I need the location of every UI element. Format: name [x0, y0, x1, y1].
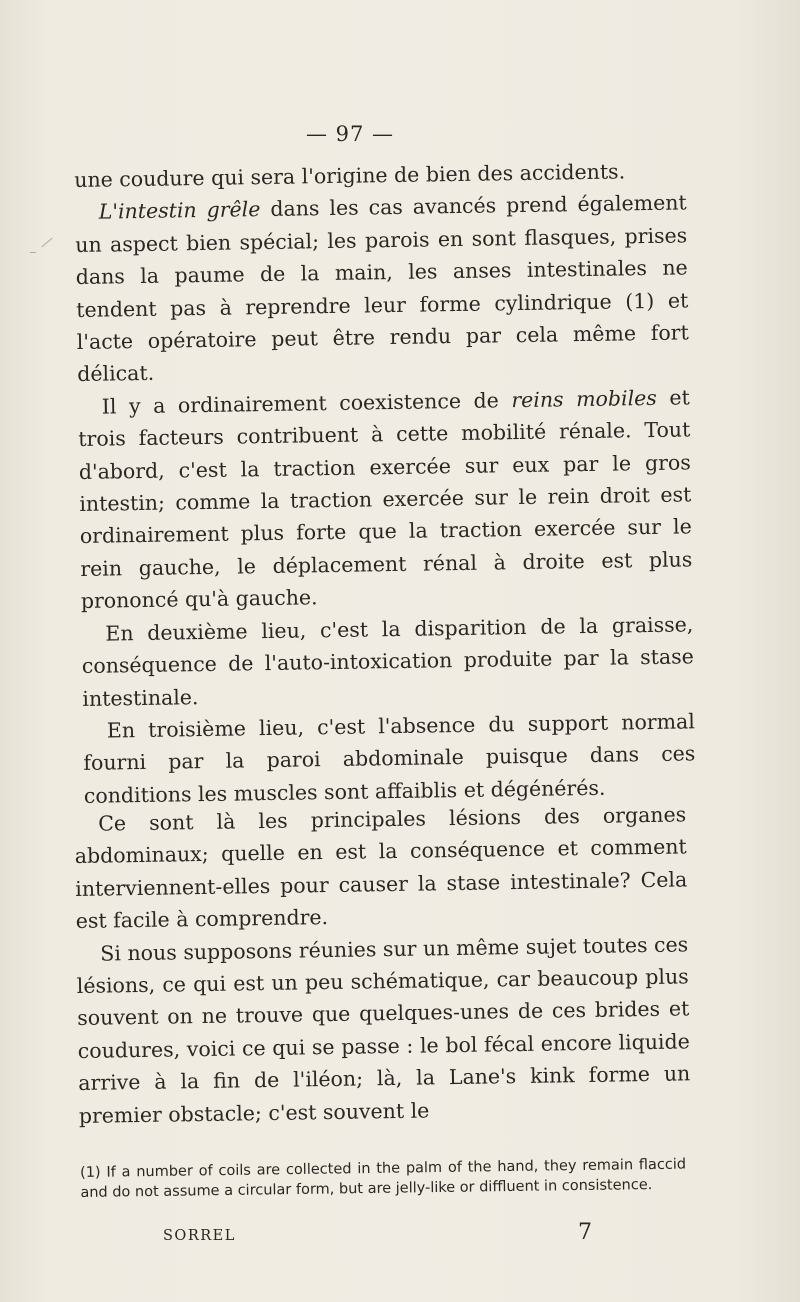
paragraph — [81, 608, 694, 715]
italic-term: reins mobiles — [511, 385, 657, 413]
paragraph-text: dans les cas avancés prend également un aspect bien spécial; les parois en sont flasques, prises dans la paume de la main, les anses intestinales ne tendent pas à reprendre leur forme cylindrique (1) et l'acte opératoire peut être rendu par cela même fort délicat. — [75, 190, 689, 387]
sheet-number: 7 — [578, 1220, 592, 1245]
paragraph-text: En troisième lieu, c'est l'absence du support normal fourni par la paroi abdominale puisque dans ces conditions les muscles sont affaiblis et dégénérés. — [83, 709, 696, 808]
paragraph-text: Il y a ordinairement coexistence de — [101, 388, 512, 419]
body-text-top — [74, 154, 696, 812]
printer-signature: SORREL — [163, 1228, 236, 1244]
paragraph-text: une coudure qui sera l'origine de bien des accidents. — [74, 159, 626, 192]
italic-term: L'intestin grêle — [98, 197, 261, 225]
margin-mark — [41, 238, 52, 248]
footnote: (1) If a number of coils are collected in the palm of the hand, they remain flaccid and do not assume a circular form, but are jelly-like or diffluent in consistence. — [80, 1156, 687, 1201]
paragraph — [76, 928, 691, 1132]
paragraph-text: et trois facteurs contribuent à cette mobilité rénale. Tout d'abord, c'est la traction exercée sur eux par le gros intestin; comme la traction exercée sur le rein droit est ordinairement plus forte que la traction exercée sur le rein gauche, le déplacement rénal à droite est plus prononcé qu'à gauche. — [78, 385, 693, 614]
paragraph — [83, 705, 696, 812]
page-number: — 97 — — [305, 122, 395, 146]
margin-mark — [30, 252, 36, 253]
paragraph-text: Si nous supposons réunies sur un même sujet toutes ces lésions, ce qui est un peu schématique, car beaucoup plus souvent on ne trouve que quelques-unes de ces brides et coudures, voici ce qui se passe : le bol fécal encore liquide arrive à la fin de l'iléon; là, la Lane's kink forme un premier obstacle; c'est souvent le — [76, 931, 691, 1128]
paragraph — [75, 187, 690, 391]
paragraph — [78, 381, 693, 617]
paragraph — [74, 798, 688, 937]
paragraph-text: En deuxième lieu, c'est la disparition de la graisse, conséquence de l'auto-intoxication produite par la stase intestinale. — [81, 612, 694, 711]
paragraph-text: Ce sont là les principales lésions des organes abdominaux; quelle en est la conséquence et comment interviennent-elles pour causer la stase intestinale? Cela est facile à comprendre. — [74, 802, 688, 934]
body-text-bottom — [74, 798, 691, 1132]
